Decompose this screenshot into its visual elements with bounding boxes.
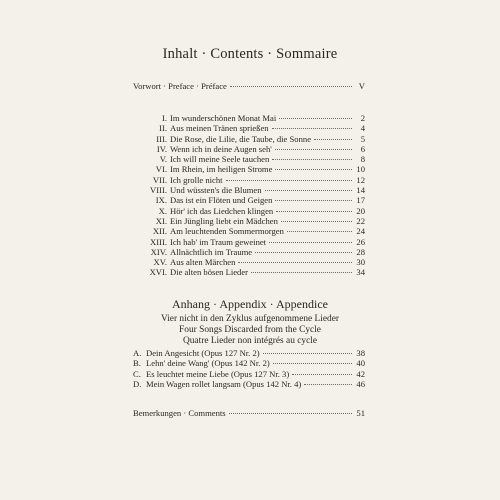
dot-leader — [279, 118, 352, 119]
dot-leader — [269, 242, 352, 243]
toc-entry-number: IV. — [156, 143, 167, 154]
appendix-title: Anhang · Appendix · Appendice — [172, 297, 328, 311]
toc-entry[interactable] — [133, 195, 365, 205]
dot-leader — [272, 128, 352, 129]
toc-entry[interactable] — [133, 206, 365, 216]
toc-entry[interactable] — [133, 369, 365, 379]
toc-entry[interactable] — [133, 134, 365, 144]
toc-entry-number: B. — [133, 358, 141, 369]
toc-entry[interactable] — [133, 154, 365, 164]
toc-entry-number: XVI. — [149, 267, 167, 278]
toc-entry-label: Vorwort · Preface · Préface — [133, 81, 227, 91]
toc-entry[interactable] — [133, 237, 365, 247]
toc-entry-title: Das ist ein Flöten und Geigen — [170, 195, 273, 206]
dot-leader — [230, 86, 352, 87]
dot-leader — [287, 231, 352, 232]
toc-entry-page: 51 — [356, 408, 365, 418]
toc-entry-title: Und wüssten's die Blumen — [170, 185, 262, 196]
toc-entry-number: VIII. — [150, 185, 167, 196]
toc-entry[interactable] — [133, 358, 365, 368]
toc-entry-title: Hör' ich das Liedchen klingen — [170, 205, 274, 216]
toc-entry-page: 5 — [360, 133, 365, 144]
toc-entry-page: 10 — [356, 164, 365, 175]
toc-entry-label: Bemerkungen · Comments — [133, 408, 226, 418]
dot-leader — [251, 272, 352, 273]
dot-leader — [275, 169, 352, 170]
toc-entry-page: 6 — [360, 143, 365, 154]
toc-entry-page: 42 — [356, 368, 365, 379]
dot-leader — [229, 413, 352, 414]
dot-leader — [275, 149, 352, 150]
toc-entry-page: 30 — [356, 257, 365, 268]
toc-entry[interactable] — [133, 144, 365, 154]
toc-entry-title: Aus alten Märchen — [170, 257, 236, 268]
toc-entry[interactable] — [133, 164, 365, 174]
toc-entry-number: XV. — [153, 257, 167, 268]
toc-entry[interactable] — [133, 185, 365, 195]
toc-entry-number: XII. — [152, 226, 167, 237]
toc-entry[interactable] — [133, 175, 365, 185]
toc-entry-page: 2 — [360, 113, 365, 123]
page-title: Inhalt · Contents · Sommaire — [162, 46, 338, 62]
toc-entry-title: Dein Angesicht (Opus 127 Nr. 2) — [146, 348, 260, 358]
toc-entry-page: V — [358, 81, 365, 91]
toc-entry-number: XIII. — [150, 236, 167, 247]
toc-entry-page: 20 — [356, 205, 365, 216]
appendix-subtitle-de: Vier nicht in den Zyklus aufgenommene Lieder — [160, 314, 340, 324]
dot-leader — [276, 211, 352, 212]
toc-entry-page: 8 — [360, 154, 365, 165]
dot-leader — [255, 252, 352, 253]
toc-entry-title: Lehn' deine Wang' (Opus 142 Nr. 2) — [146, 358, 270, 369]
toc-entry-page: 17 — [356, 195, 365, 206]
toc-entry-number: II. — [159, 123, 167, 134]
toc-entry-number: XI. — [155, 215, 167, 226]
toc-entry-page: 40 — [356, 358, 365, 369]
dot-leader — [238, 262, 352, 263]
toc-entry-number: III. — [156, 133, 167, 144]
toc-entry-title: Aus meinen Tränen sprießen — [170, 123, 269, 134]
toc-entry-title: Ich grolle nicht — [170, 174, 223, 185]
dot-leader — [292, 374, 352, 375]
toc-entry-page: 4 — [360, 123, 365, 134]
toc-entry[interactable] — [133, 257, 365, 267]
toc-entry[interactable] — [133, 247, 365, 257]
toc-entry[interactable] — [133, 123, 365, 133]
toc-entry-number: VI. — [155, 164, 167, 175]
toc-entry-title: Es leuchtet meine Liebe (Opus 127 Nr. 3) — [146, 368, 290, 379]
toc-entry-title: Ich hab' im Traum geweinet — [170, 236, 267, 247]
toc-entry-number: IX. — [155, 195, 167, 206]
toc-entry-page: 22 — [356, 215, 365, 226]
toc-entry-title: Im Rhein, im heiligen Strome — [170, 164, 273, 175]
toc-entry[interactable] — [133, 113, 365, 123]
toc-entry[interactable] — [133, 379, 365, 389]
toc-entry-title: Am leuchtenden Sommermorgen — [170, 226, 284, 237]
dot-leader — [314, 139, 352, 140]
toc-entry-page: 34 — [356, 267, 365, 278]
toc-entry-page: 12 — [356, 174, 365, 185]
toc-entry-preface[interactable] — [133, 81, 365, 91]
toc-entry-title: Mein Wagen rollet langsam (Opus 142 Nr. 4) — [146, 378, 302, 389]
dot-leader — [272, 159, 352, 160]
toc-entry-number: VII. — [152, 174, 167, 185]
toc-entry-title: Ein Jüngling liebt ein Mädchen — [170, 215, 278, 226]
toc-entry[interactable] — [133, 226, 365, 236]
toc-entry-title: Im wunderschönen Monat Mai — [170, 113, 277, 123]
dot-leader — [275, 200, 352, 201]
toc-entry[interactable] — [133, 267, 365, 277]
song-list — [133, 113, 365, 278]
appendix-list — [133, 348, 365, 389]
toc-entry[interactable] — [133, 216, 365, 226]
toc-entry-page: 26 — [356, 236, 365, 247]
dot-leader — [304, 384, 352, 385]
toc-entry-number: V. — [159, 154, 167, 165]
toc-entry-number: I. — [161, 113, 167, 123]
toc-entry-page: 28 — [356, 246, 365, 257]
appendix-subtitle-fr: Quatre Lieder non intégrés au cycle — [182, 336, 318, 346]
toc-entry-page: 24 — [356, 226, 365, 237]
dot-leader — [263, 353, 352, 354]
toc-entry-number: X. — [158, 205, 167, 216]
dot-leader — [265, 190, 352, 191]
toc-entry-page: 46 — [356, 378, 365, 389]
toc-entry-number: XIV. — [150, 246, 167, 257]
toc-entry-page: 38 — [356, 348, 365, 358]
toc-entry-comments[interactable] — [133, 408, 365, 418]
toc-entry-number: D. — [133, 378, 142, 389]
dot-leader — [273, 363, 352, 364]
toc-entry-number: C. — [133, 368, 141, 379]
appendix-subtitle-en: Four Songs Discarded from the Cycle — [179, 325, 321, 335]
toc-entry-title: Allnächtlich im Traume — [170, 246, 253, 257]
toc-entry-title: Wenn ich in deine Augen seh' — [170, 143, 272, 154]
dot-leader — [226, 180, 353, 181]
toc-entry-page: 14 — [356, 185, 365, 196]
toc-entry-number: A. — [133, 348, 142, 358]
toc-entry[interactable] — [133, 348, 365, 358]
dot-leader — [281, 221, 352, 222]
toc-entry-title: Ich will meine Seele tauchen — [170, 154, 270, 165]
toc-entry-title: Die Rose, die Lilie, die Taube, die Sonne — [170, 133, 312, 144]
toc-entry-title: Die alten bösen Lieder — [170, 267, 249, 278]
